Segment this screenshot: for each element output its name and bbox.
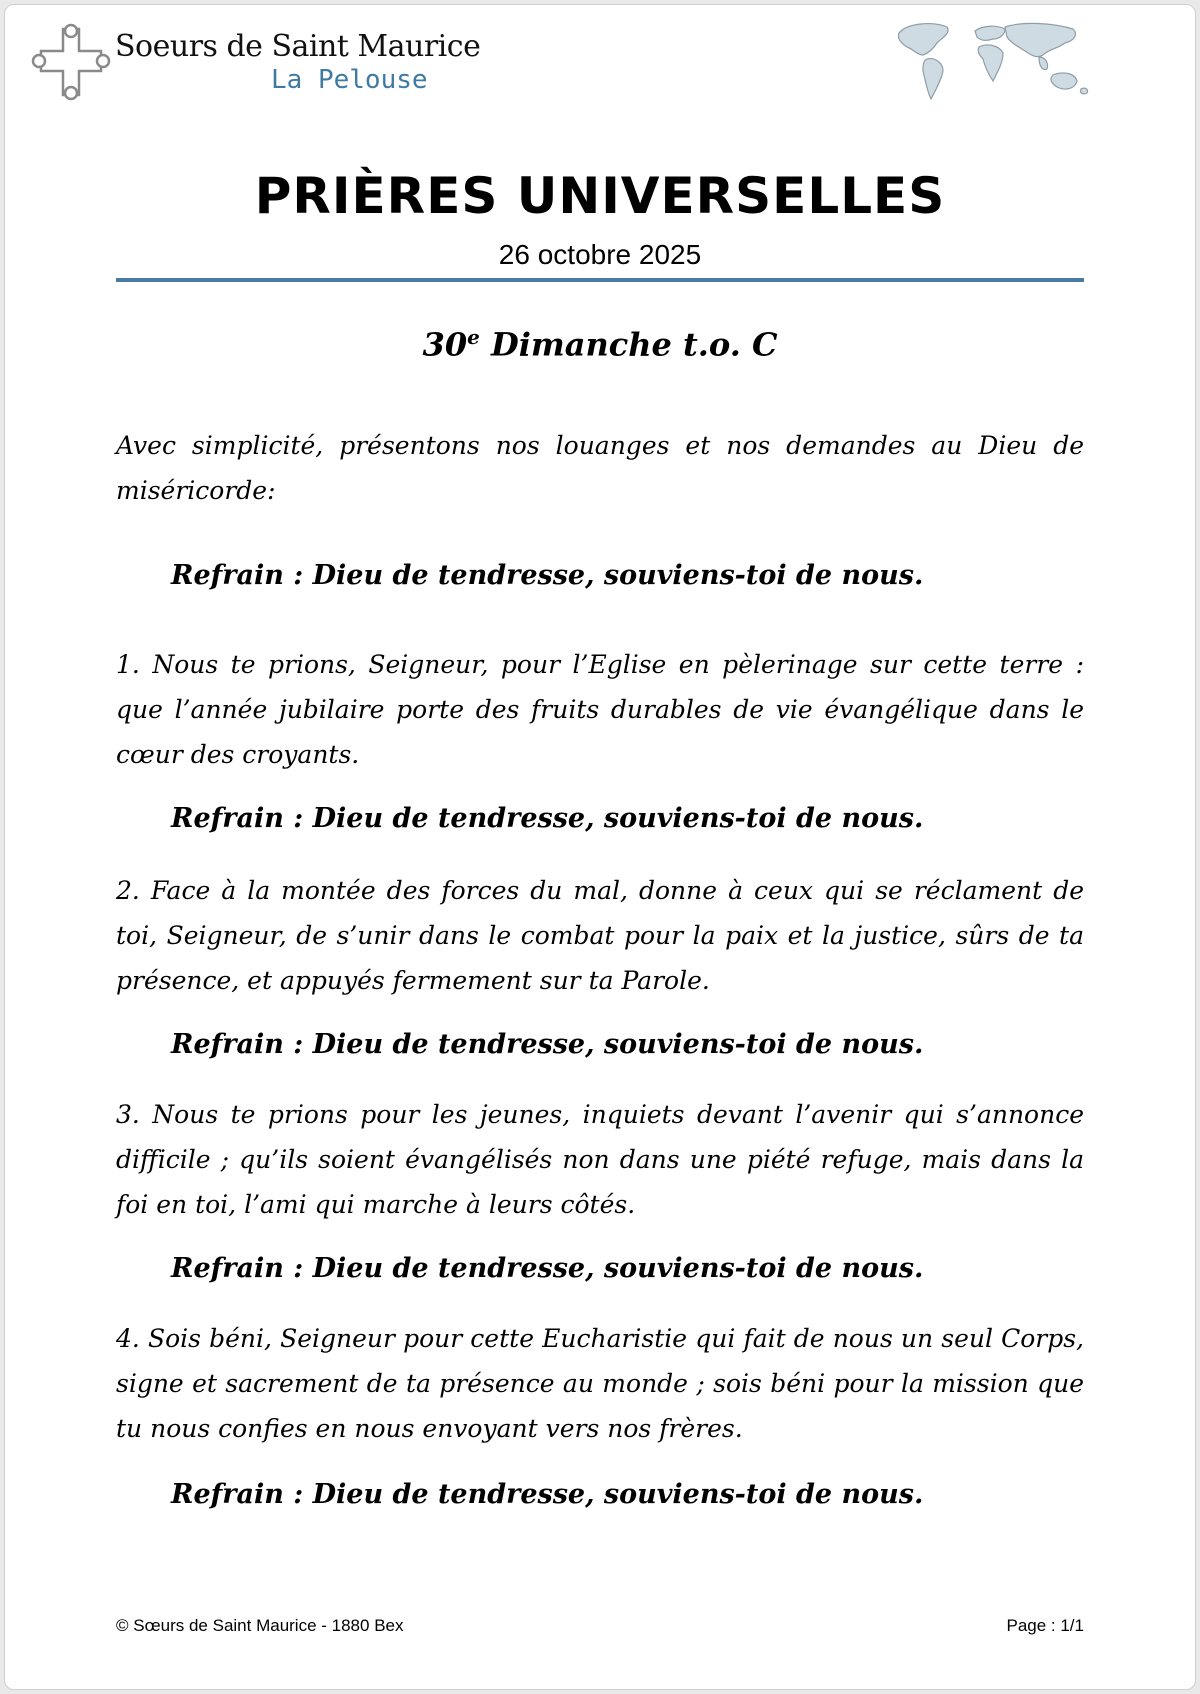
refrain-line: Refrain : Dieu de tendresse, souviens-toi de nous.: [171, 1253, 924, 1284]
page-date: 26 octobre 2025: [498, 239, 702, 270]
footer-page-number: Page : 1/1: [1006, 1616, 1084, 1635]
sunday-number: 30: [422, 325, 468, 364]
sunday-rest: Dimanche t.o. C: [479, 325, 778, 364]
intention-2: 2. Face à la montée des forces du mal, donne à ceux qui se réclament de toi, Seigneur, de s’unir dans le combat pour la paix et la justice, sûrs de ta présence, et appuyés fermement sur ta Parole.: [116, 876, 1084, 995]
intro-text: Avec simplicité, présentons nos louanges et nos demandes au Dieu de miséricorde:: [116, 431, 1084, 505]
intention-1: 1. Nous te prions, Seigneur, pour l’Eglise en pèlerinage sur cette terre : que l’année jubilaire porte des fruits durables de vie évangélique dans le cœur des croyants.: [116, 650, 1084, 769]
page-title: PRIÈRES UNIVERSELLES: [254, 167, 946, 225]
world-map-icon: [893, 19, 1093, 101]
organization-logo: [31, 23, 481, 103]
liturgical-sunday: [5, 325, 1195, 364]
organization-subtitle: La Pelouse: [271, 65, 428, 95]
refrain-line: Refrain : Dieu de tendresse, souviens-toi de nous.: [171, 803, 924, 834]
document-page: [4, 4, 1196, 1690]
footer-copyright: © Sœurs de Saint Maurice - 1880 Bex: [116, 1616, 404, 1635]
refrain-line: Refrain : Dieu de tendresse, souviens-toi de nous.: [171, 1029, 924, 1060]
organization-name: Soeurs de Saint Maurice: [115, 29, 481, 64]
title-divider: [116, 278, 1084, 282]
refrain-line: Refrain : Dieu de tendresse, souviens-toi de nous.: [171, 1479, 924, 1510]
sunday-ordinal-suffix: e: [467, 325, 480, 349]
cross-icon: [31, 23, 111, 101]
intention-3: 3. Nous te prions pour les jeunes, inquiets devant l’avenir qui s’annonce difficile ; qu’ils soient évangélisés non dans une piété refuge, mais dans la foi en toi, l’ami qui marche à leurs côtés.: [116, 1100, 1084, 1219]
refrain-line: Refrain : Dieu de tendresse, souviens-toi de nous.: [171, 560, 924, 591]
intention-4: 4. Sois béni, Seigneur pour cette Eucharistie qui fait de nous un seul Corps, signe et sacrement de ta présence au monde ; sois béni pour la mission que tu nous confies en nous envoyant vers nos frères.: [116, 1324, 1084, 1443]
